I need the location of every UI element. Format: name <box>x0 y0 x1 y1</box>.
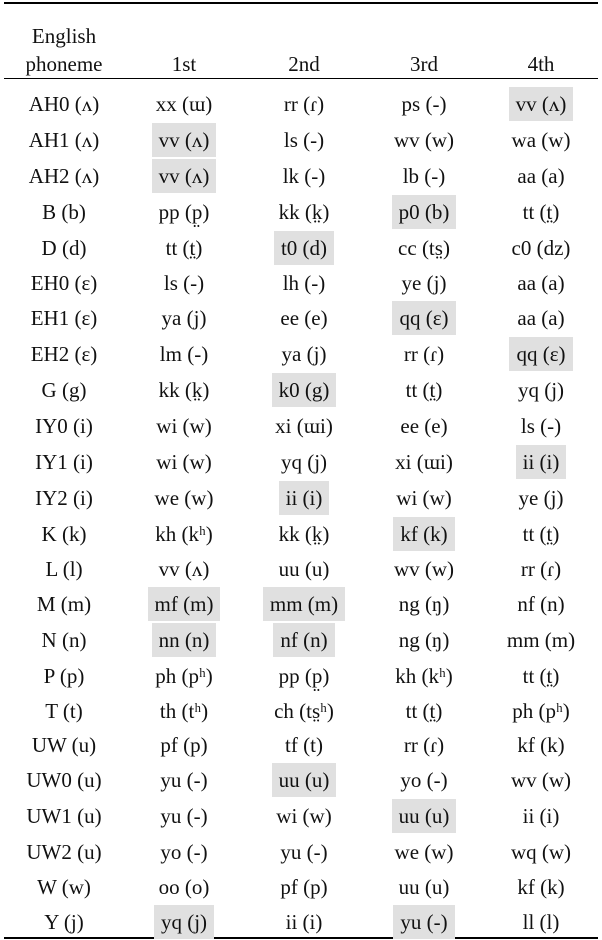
mapping-cell <box>244 622 364 658</box>
phoneme-label: K (k) <box>41 522 87 546</box>
mapping-cell <box>124 870 244 904</box>
mapping-value: wi (w) <box>156 450 212 474</box>
mapping-cell <box>364 86 484 122</box>
mapping-cell <box>244 694 364 728</box>
phoneme-label: D (d) <box>41 236 87 260</box>
mapping-cell <box>244 480 364 516</box>
mapping-value: yq (j) <box>280 450 328 474</box>
mapping-value: ii (i) <box>285 910 323 934</box>
table-row <box>4 158 598 194</box>
mapping-value: rr (ɾ) <box>283 92 325 116</box>
mapping-value: yo (-) <box>160 840 208 864</box>
mapping-cell <box>484 728 598 762</box>
mapping-value: lm (-) <box>159 342 209 366</box>
mapping-cell <box>124 728 244 762</box>
table-row <box>4 516 598 552</box>
phoneme-cell <box>4 586 124 622</box>
mapping-cell <box>484 762 598 798</box>
phoneme-label: Y (j) <box>44 910 84 934</box>
mapping-value: cc (ts̤) <box>398 236 450 260</box>
mapping-value: ls (-) <box>163 271 205 295</box>
table-row <box>4 834 598 870</box>
mapping-value: wi (w) <box>396 486 452 510</box>
mapping-value: tt (t̤) <box>405 378 443 402</box>
mapping-cell <box>484 798 598 834</box>
table-row <box>4 552 598 586</box>
mapping-cell <box>244 904 364 940</box>
highlighted-mapping: vv (ʌ) <box>152 123 217 157</box>
header-phoneme-line2: phoneme <box>25 52 103 76</box>
mapping-value: tt (t̤) <box>522 522 560 546</box>
highlighted-mapping: mf (m) <box>148 587 221 621</box>
phoneme-label: P (p) <box>43 664 85 688</box>
mapping-cell <box>364 480 484 516</box>
table-row <box>4 408 598 444</box>
phoneme-label: W (w) <box>37 875 91 899</box>
mapping-cell <box>124 230 244 266</box>
mapping-cell <box>484 300 598 336</box>
mapping-cell <box>364 904 484 940</box>
mapping-value: yo (-) <box>400 768 448 792</box>
mapping-value: xx (ɯ) <box>155 92 213 116</box>
table-body <box>4 86 598 940</box>
mapping-value: ii (i) <box>522 804 560 828</box>
table-row <box>4 194 598 230</box>
mapping-cell <box>484 122 598 158</box>
mapping-cell <box>364 552 484 586</box>
mapping-cell <box>364 586 484 622</box>
phoneme-label: AH2 (ʌ) <box>28 164 100 188</box>
mapping-cell <box>484 408 598 444</box>
mapping-value: ps (-) <box>401 92 447 116</box>
phoneme-cell <box>4 194 124 230</box>
mapping-cell <box>244 372 364 408</box>
highlighted-mapping: uu (u) <box>392 799 457 833</box>
mapping-cell <box>364 408 484 444</box>
mapping-value: kh (kʰ) <box>395 664 453 688</box>
table-row <box>4 870 598 904</box>
phoneme-cell <box>4 372 124 408</box>
header-3rd: 3rd <box>410 52 438 76</box>
phoneme-cell <box>4 694 124 728</box>
phoneme-label: EH2 (ɛ) <box>30 342 98 366</box>
mapping-cell <box>364 158 484 194</box>
mapping-value: kf (k) <box>517 875 565 899</box>
mapping-cell <box>124 300 244 336</box>
mapping-value: wq (w) <box>510 840 572 864</box>
phoneme-cell <box>4 658 124 694</box>
mapping-cell <box>124 158 244 194</box>
mapping-cell <box>364 694 484 728</box>
table-row <box>4 300 598 336</box>
table-row <box>4 86 598 122</box>
phoneme-cell <box>4 122 124 158</box>
mapping-value: oo (o) <box>158 875 210 899</box>
mapping-value: wi (w) <box>276 804 332 828</box>
mapping-value: tt (t̤) <box>522 200 560 224</box>
highlighted-mapping: yq (j) <box>154 905 214 939</box>
header-english-phoneme <box>4 4 124 86</box>
mapping-cell <box>124 552 244 586</box>
mapping-cell <box>484 158 598 194</box>
mapping-cell <box>364 122 484 158</box>
mapping-cell <box>124 516 244 552</box>
mapping-cell <box>244 408 364 444</box>
mapping-cell <box>484 336 598 372</box>
mapping-cell <box>244 870 364 904</box>
mapping-cell <box>484 694 598 728</box>
mapping-cell <box>364 728 484 762</box>
table-row <box>4 230 598 266</box>
mapping-cell <box>244 336 364 372</box>
mapping-value: tf (t) <box>285 733 323 757</box>
mapping-value: ll (l) <box>522 910 560 934</box>
mapping-cell <box>364 516 484 552</box>
mapping-cell <box>124 798 244 834</box>
mapping-cell <box>364 194 484 230</box>
phoneme-label: M (m) <box>36 592 92 616</box>
mapping-cell <box>244 300 364 336</box>
table-header <box>4 4 598 86</box>
mapping-cell <box>484 86 598 122</box>
phoneme-cell <box>4 444 124 480</box>
mapping-cell <box>484 622 598 658</box>
mapping-cell <box>124 480 244 516</box>
mapping-cell <box>244 834 364 870</box>
mapping-cell <box>484 552 598 586</box>
table-row <box>4 372 598 408</box>
mapping-value: wv (w) <box>510 768 572 792</box>
mapping-cell <box>364 230 484 266</box>
mapping-cell <box>244 230 364 266</box>
phoneme-cell <box>4 336 124 372</box>
mapping-value: ls (-) <box>283 128 325 152</box>
mapping-value: aa (a) <box>517 164 565 188</box>
mapping-cell <box>484 194 598 230</box>
mapping-cell <box>364 762 484 798</box>
table-row <box>4 728 598 762</box>
mapping-cell <box>124 266 244 300</box>
mapping-value: lb (-) <box>402 164 446 188</box>
phoneme-cell <box>4 834 124 870</box>
mapping-value: ya (j) <box>281 342 327 366</box>
mapping-value: pf (p) <box>160 733 208 757</box>
mapping-value: ee (e) <box>400 414 448 438</box>
highlighted-mapping: t0 (d) <box>274 231 334 265</box>
mapping-cell <box>484 904 598 940</box>
mapping-value: ph (pʰ) <box>512 699 570 723</box>
mapping-cell <box>124 86 244 122</box>
mapping-cell <box>484 372 598 408</box>
mapping-cell <box>124 694 244 728</box>
mapping-value: xi (ɯi) <box>395 450 453 474</box>
mapping-value: rr (ɾ) <box>403 733 445 757</box>
highlighted-mapping: uu (u) <box>272 763 337 797</box>
mapping-value: yu (-) <box>160 768 208 792</box>
highlighted-mapping: ii (i) <box>516 445 567 479</box>
mapping-cell <box>364 798 484 834</box>
mapping-cell <box>124 762 244 798</box>
mapping-cell <box>484 480 598 516</box>
phoneme-label: EH0 (ɛ) <box>30 271 98 295</box>
mapping-cell <box>244 158 364 194</box>
mapping-cell <box>364 444 484 480</box>
mapping-cell <box>244 266 364 300</box>
mapping-cell <box>124 622 244 658</box>
mapping-cell <box>364 870 484 904</box>
phoneme-label: UW (u) <box>31 733 97 757</box>
mapping-value: lk (-) <box>282 164 326 188</box>
phoneme-cell <box>4 728 124 762</box>
mapping-value: tt (t̤) <box>165 236 203 260</box>
highlighted-mapping: vv (ʌ) <box>509 87 574 121</box>
mapping-cell <box>244 122 364 158</box>
mapping-value: kh (kʰ) <box>155 522 213 546</box>
mapping-cell <box>364 834 484 870</box>
mapping-cell <box>124 834 244 870</box>
header-row <box>4 4 598 86</box>
mapping-value: ee (e) <box>280 306 328 330</box>
table-row <box>4 444 598 480</box>
header-1st: 1st <box>171 52 197 76</box>
phoneme-label: IY2 (i) <box>35 486 93 510</box>
mapping-cell <box>124 444 244 480</box>
phoneme-label: T (t) <box>45 699 83 723</box>
highlighted-mapping: qq (ɛ) <box>392 301 455 335</box>
mapping-value: ph (pʰ) <box>155 664 213 688</box>
mapping-value: ya (j) <box>161 306 207 330</box>
mapping-cell <box>244 516 364 552</box>
phoneme-cell <box>4 798 124 834</box>
mapping-value: uu (u) <box>278 557 330 581</box>
highlighted-mapping: qq (ɛ) <box>509 337 572 371</box>
highlighted-mapping: p0 (b) <box>392 195 457 229</box>
mapping-value: th (tʰ) <box>159 699 209 723</box>
mapping-cell <box>124 372 244 408</box>
mapping-value: yu (-) <box>160 804 208 828</box>
table-row <box>4 762 598 798</box>
mapping-cell <box>244 798 364 834</box>
mapping-value: pf (p) <box>280 875 328 899</box>
mapping-value: ls (-) <box>520 414 562 438</box>
mapping-value: tt (t̤) <box>405 699 443 723</box>
mapping-value: wa (w) <box>511 128 571 152</box>
phoneme-cell <box>4 870 124 904</box>
table-row <box>4 336 598 372</box>
phoneme-label: UW1 (u) <box>26 804 102 828</box>
mapping-value: aa (a) <box>517 271 565 295</box>
mapping-value: tt (t̤) <box>522 664 560 688</box>
table-row <box>4 122 598 158</box>
phoneme-label: B (b) <box>42 200 86 224</box>
mapping-cell <box>484 266 598 300</box>
mapping-cell <box>364 658 484 694</box>
phoneme-label: IY1 (i) <box>35 450 93 474</box>
mapping-value: wv (w) <box>393 557 455 581</box>
mapping-value: ye (j) <box>518 486 564 510</box>
phoneme-label: G (g) <box>41 378 87 402</box>
table-row <box>4 480 598 516</box>
highlighted-mapping: k0 (g) <box>272 373 337 407</box>
table-row <box>4 694 598 728</box>
mapping-value: rr (ɾ) <box>520 557 562 581</box>
phoneme-cell <box>4 158 124 194</box>
mapping-cell <box>364 622 484 658</box>
phoneme-cell <box>4 300 124 336</box>
phoneme-cell <box>4 552 124 586</box>
mapping-cell <box>124 586 244 622</box>
highlighted-mapping: nn (n) <box>152 623 217 657</box>
phoneme-label: UW2 (u) <box>26 840 102 864</box>
mapping-value: kk (k̤) <box>278 522 330 546</box>
phoneme-label: L (l) <box>45 557 83 581</box>
mapping-value: xi (ɯi) <box>275 414 333 438</box>
mapping-value: we (w) <box>394 840 454 864</box>
mapping-cell <box>124 336 244 372</box>
mapping-cell <box>244 444 364 480</box>
phoneme-cell <box>4 516 124 552</box>
phoneme-cell <box>4 622 124 658</box>
mapping-cell <box>124 904 244 940</box>
phoneme-label: AH0 (ʌ) <box>28 92 100 116</box>
phoneme-cell <box>4 762 124 798</box>
mapping-value: ng (ŋ) <box>398 628 450 652</box>
mapping-value: kf (k) <box>517 733 565 757</box>
mapping-cell <box>244 658 364 694</box>
table-row <box>4 586 598 622</box>
mapping-cell <box>484 834 598 870</box>
mapping-cell <box>484 444 598 480</box>
mapping-value: c0 (dz) <box>511 236 571 260</box>
mapping-value: wi (w) <box>156 414 212 438</box>
highlighted-mapping: vv (ʌ) <box>152 159 217 193</box>
mapping-value: pp (p̤) <box>278 664 330 688</box>
mapping-value: vv (ʌ) <box>158 557 210 581</box>
phoneme-cell <box>4 230 124 266</box>
mapping-value: yq (j) <box>517 378 565 402</box>
highlighted-mapping: yu (-) <box>393 905 454 939</box>
mapping-cell <box>244 728 364 762</box>
mapping-cell <box>124 658 244 694</box>
phoneme-label: EH1 (ɛ) <box>30 306 98 330</box>
phoneme-mapping-table <box>4 4 598 940</box>
mapping-cell <box>484 658 598 694</box>
mapping-value: aa (a) <box>517 306 565 330</box>
mapping-value: lh (-) <box>282 271 326 295</box>
mapping-cell <box>364 300 484 336</box>
mapping-cell <box>364 266 484 300</box>
highlighted-mapping: kf (k) <box>393 517 454 551</box>
table-row <box>4 266 598 300</box>
mapping-cell <box>124 194 244 230</box>
highlighted-mapping: ii (i) <box>279 481 330 515</box>
highlighted-mapping: nf (n) <box>273 623 334 657</box>
phoneme-cell <box>4 904 124 940</box>
table-row <box>4 798 598 834</box>
header-phoneme-line1: English <box>31 24 97 48</box>
table-row <box>4 622 598 658</box>
phoneme-cell <box>4 480 124 516</box>
mapping-cell <box>484 230 598 266</box>
mapping-value: uu (u) <box>398 875 450 899</box>
mapping-value: we (w) <box>154 486 214 510</box>
table-row <box>4 904 598 940</box>
mapping-cell <box>244 552 364 586</box>
mapping-value: nf (n) <box>517 592 565 616</box>
mapping-value: ch (ts̤ʰ) <box>274 699 334 723</box>
highlighted-mapping: mm (m) <box>263 587 345 621</box>
phoneme-cell <box>4 86 124 122</box>
mapping-value: mm (m) <box>506 628 576 652</box>
mapping-cell <box>484 870 598 904</box>
mapping-cell <box>244 194 364 230</box>
phoneme-label: AH1 (ʌ) <box>28 128 100 152</box>
mapping-value: kk (k̤) <box>158 378 210 402</box>
mapping-value: rr (ɾ) <box>403 342 445 366</box>
phoneme-label: IY0 (i) <box>35 414 93 438</box>
mapping-cell <box>364 336 484 372</box>
mapping-cell <box>364 372 484 408</box>
phoneme-label: UW0 (u) <box>26 768 102 792</box>
mapping-cell <box>124 122 244 158</box>
mapping-value: ye (j) <box>401 271 447 295</box>
phoneme-label: N (n) <box>41 628 87 652</box>
mapping-cell <box>484 516 598 552</box>
mapping-cell <box>244 762 364 798</box>
mapping-value: wv (w) <box>393 128 455 152</box>
mapping-value: ng (ŋ) <box>398 592 450 616</box>
phoneme-cell <box>4 266 124 300</box>
phoneme-cell <box>4 408 124 444</box>
table-row <box>4 658 598 694</box>
mapping-cell <box>124 408 244 444</box>
mapping-cell <box>244 586 364 622</box>
mapping-cell <box>484 586 598 622</box>
mapping-value: yu (-) <box>280 840 328 864</box>
header-2nd: 2nd <box>288 52 320 76</box>
header-4th: 4th <box>527 52 555 76</box>
mapping-cell <box>244 86 364 122</box>
mapping-value: pp (p̤) <box>158 200 210 224</box>
mapping-value: kk (k̤) <box>278 200 330 224</box>
